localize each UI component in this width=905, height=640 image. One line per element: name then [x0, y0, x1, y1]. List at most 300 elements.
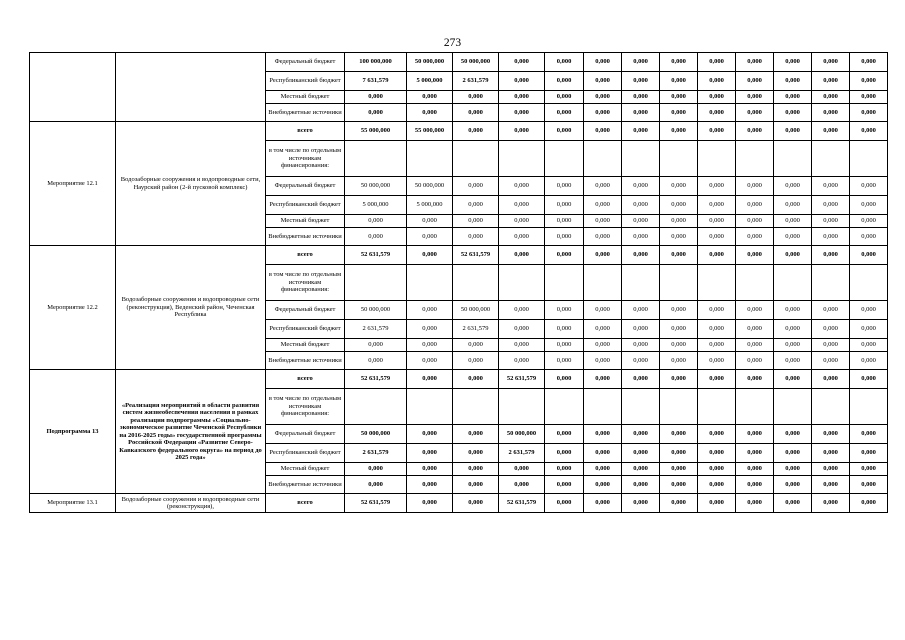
amount-cell: 52 631,579 [499, 494, 545, 513]
amount-cell: 0,000 [698, 91, 736, 104]
funding-source: Местный бюджет [266, 339, 345, 352]
amount-cell: 0,000 [499, 463, 545, 476]
funding-source: Местный бюджет [266, 91, 345, 104]
funding-source: Внебюджетные источники [266, 476, 345, 494]
amount-cell: 0,000 [622, 246, 660, 265]
funding-source: Федеральный бюджет [266, 53, 345, 72]
funding-source: Республиканский бюджет [266, 196, 345, 215]
amount-cell: 0,000 [545, 494, 584, 513]
amount-cell: 0,000 [812, 228, 850, 246]
amount-cell: 0,000 [584, 320, 622, 339]
amount-cell: 0,000 [660, 425, 698, 444]
amount-cell [407, 141, 453, 177]
amount-cell: 0,000 [736, 246, 774, 265]
amount-cell: 0,000 [499, 177, 545, 196]
amount-cell [622, 141, 660, 177]
amount-cell: 0,000 [407, 228, 453, 246]
amount-cell: 50 000,000 [345, 177, 407, 196]
table-row [30, 122, 888, 141]
amount-cell: 0,000 [660, 463, 698, 476]
amount-cell: 0,000 [584, 463, 622, 476]
amount-cell: 0,000 [660, 122, 698, 141]
amount-cell: 0,000 [812, 476, 850, 494]
amount-cell: 0,000 [774, 104, 812, 122]
amount-cell: 0,000 [850, 320, 888, 339]
amount-cell: 0,000 [407, 444, 453, 463]
amount-cell [850, 141, 888, 177]
amount-cell: 0,000 [622, 370, 660, 389]
amount-cell: 0,000 [774, 463, 812, 476]
amount-cell: 0,000 [736, 301, 774, 320]
amount-cell: 0,000 [660, 246, 698, 265]
amount-cell: 0,000 [736, 425, 774, 444]
amount-cell: 0,000 [774, 301, 812, 320]
amount-cell: 0,000 [774, 320, 812, 339]
amount-cell: 0,000 [345, 91, 407, 104]
amount-cell: 0,000 [774, 339, 812, 352]
amount-cell: 0,000 [584, 196, 622, 215]
amount-cell: 0,000 [545, 425, 584, 444]
amount-cell [545, 265, 584, 301]
amount-cell: 0,000 [622, 122, 660, 141]
amount-cell: 0,000 [453, 444, 499, 463]
amount-cell: 0,000 [584, 444, 622, 463]
amount-cell: 0,000 [584, 246, 622, 265]
amount-cell: 0,000 [698, 196, 736, 215]
amount-cell: 0,000 [698, 463, 736, 476]
amount-cell: 0,000 [698, 444, 736, 463]
amount-cell: 0,000 [453, 177, 499, 196]
amount-cell: 0,000 [453, 122, 499, 141]
amount-cell [584, 265, 622, 301]
amount-cell: 0,000 [736, 122, 774, 141]
amount-cell: 0,000 [407, 339, 453, 352]
section-name: Мероприятие 12.2 [30, 246, 116, 370]
amount-cell: 0,000 [850, 72, 888, 91]
amount-cell: 0,000 [736, 228, 774, 246]
table-row [30, 494, 888, 513]
amount-cell: 0,000 [545, 463, 584, 476]
amount-cell: 0,000 [453, 370, 499, 389]
amount-cell: 0,000 [850, 53, 888, 72]
amount-cell [812, 141, 850, 177]
amount-cell: 0,000 [812, 104, 850, 122]
amount-cell: 0,000 [345, 339, 407, 352]
amount-cell: 0,000 [698, 72, 736, 91]
amount-cell: 0,000 [453, 352, 499, 370]
amount-cell [453, 265, 499, 301]
amount-cell: 0,000 [698, 494, 736, 513]
amount-cell: 0,000 [660, 228, 698, 246]
amount-cell: 0,000 [812, 196, 850, 215]
amount-cell: 0,000 [850, 370, 888, 389]
amount-cell: 0,000 [698, 53, 736, 72]
amount-cell: 0,000 [736, 339, 774, 352]
amount-cell: 0,000 [584, 91, 622, 104]
amount-cell [660, 141, 698, 177]
funding-source: Местный бюджет [266, 215, 345, 228]
funding-source: Внебюджетные источники [266, 104, 345, 122]
amount-cell: 0,000 [812, 122, 850, 141]
amount-cell: 0,000 [407, 104, 453, 122]
amount-cell: 0,000 [850, 476, 888, 494]
amount-cell: 0,000 [850, 228, 888, 246]
amount-cell [698, 265, 736, 301]
amount-cell [774, 389, 812, 425]
funding-source: в том числе по отдельным источникам финансирования: [266, 265, 345, 301]
amount-cell: 0,000 [545, 352, 584, 370]
amount-cell: 0,000 [698, 320, 736, 339]
amount-cell: 0,000 [345, 463, 407, 476]
amount-cell: 0,000 [850, 122, 888, 141]
amount-cell: 0,000 [736, 91, 774, 104]
amount-cell: 0,000 [622, 339, 660, 352]
amount-cell: 0,000 [774, 72, 812, 91]
amount-cell: 0,000 [736, 196, 774, 215]
amount-cell: 0,000 [812, 301, 850, 320]
amount-cell: 0,000 [736, 370, 774, 389]
amount-cell: 0,000 [453, 228, 499, 246]
amount-cell: 0,000 [812, 246, 850, 265]
amount-cell: 0,000 [812, 352, 850, 370]
amount-cell: 0,000 [622, 425, 660, 444]
amount-cell [407, 265, 453, 301]
amount-cell: 0,000 [499, 72, 545, 91]
amount-cell: 0,000 [345, 476, 407, 494]
amount-cell: 0,000 [584, 339, 622, 352]
amount-cell: 0,000 [622, 352, 660, 370]
funding-source: Республиканский бюджет [266, 444, 345, 463]
amount-cell: 0,000 [499, 91, 545, 104]
amount-cell [660, 265, 698, 301]
amount-cell: 0,000 [584, 177, 622, 196]
amount-cell: 0,000 [545, 91, 584, 104]
amount-cell: 0,000 [812, 370, 850, 389]
amount-cell: 5 000,000 [407, 196, 453, 215]
amount-cell [545, 141, 584, 177]
amount-cell: 0,000 [499, 196, 545, 215]
amount-cell: 0,000 [660, 196, 698, 215]
funding-source: Республиканский бюджет [266, 72, 345, 91]
amount-cell: 2 631,579 [453, 72, 499, 91]
section-description: Водозаборные сооружения и водопроводные сети (реконструкция), Веденский район, Чеченская Республика [116, 246, 266, 370]
amount-cell: 0,000 [407, 301, 453, 320]
amount-cell: 0,000 [698, 246, 736, 265]
amount-cell: 0,000 [736, 476, 774, 494]
amount-cell: 50 000,000 [499, 425, 545, 444]
amount-cell: 0,000 [850, 215, 888, 228]
amount-cell [812, 389, 850, 425]
amount-cell: 0,000 [584, 228, 622, 246]
amount-cell: 0,000 [660, 352, 698, 370]
section-name: Мероприятие 12.1 [30, 122, 116, 246]
funding-source: Внебюджетные источники [266, 228, 345, 246]
amount-cell: 0,000 [584, 215, 622, 228]
amount-cell [736, 265, 774, 301]
funding-source: в том числе по отдельным источникам финансирования: [266, 141, 345, 177]
amount-cell: 0,000 [660, 320, 698, 339]
amount-cell: 0,000 [407, 476, 453, 494]
table-row [30, 246, 888, 265]
amount-cell: 0,000 [622, 301, 660, 320]
amount-cell: 0,000 [407, 463, 453, 476]
funding-source: всего [266, 246, 345, 265]
amount-cell: 0,000 [850, 91, 888, 104]
amount-cell: 0,000 [499, 352, 545, 370]
amount-cell: 52 631,579 [345, 246, 407, 265]
amount-cell: 0,000 [774, 494, 812, 513]
amount-cell: 0,000 [545, 53, 584, 72]
amount-cell [499, 265, 545, 301]
amount-cell: 0,000 [850, 177, 888, 196]
amount-cell [499, 389, 545, 425]
amount-cell: 0,000 [698, 425, 736, 444]
amount-cell: 0,000 [622, 494, 660, 513]
amount-cell: 50 000,000 [453, 301, 499, 320]
amount-cell [622, 389, 660, 425]
amount-cell: 0,000 [774, 476, 812, 494]
amount-cell: 0,000 [850, 494, 888, 513]
amount-cell: 0,000 [622, 104, 660, 122]
amount-cell [622, 265, 660, 301]
amount-cell: 0,000 [812, 215, 850, 228]
amount-cell: 0,000 [453, 104, 499, 122]
amount-cell [736, 389, 774, 425]
amount-cell [774, 265, 812, 301]
amount-cell: 0,000 [774, 425, 812, 444]
amount-cell: 50 000,000 [345, 301, 407, 320]
amount-cell: 0,000 [545, 228, 584, 246]
amount-cell: 0,000 [660, 104, 698, 122]
funding-source: Внебюджетные источники [266, 352, 345, 370]
section-name: Подпрограмма 13 [30, 370, 116, 494]
amount-cell: 0,000 [850, 339, 888, 352]
amount-cell [407, 389, 453, 425]
funding-source: Федеральный бюджет [266, 301, 345, 320]
amount-cell: 0,000 [850, 444, 888, 463]
amount-cell: 0,000 [499, 476, 545, 494]
amount-cell [698, 141, 736, 177]
amount-cell: 0,000 [545, 104, 584, 122]
amount-cell: 0,000 [698, 228, 736, 246]
amount-cell: 0,000 [660, 177, 698, 196]
amount-cell: 0,000 [660, 53, 698, 72]
amount-cell [453, 141, 499, 177]
amount-cell: 52 631,579 [345, 494, 407, 513]
amount-cell: 0,000 [622, 320, 660, 339]
amount-cell: 0,000 [698, 122, 736, 141]
amount-cell: 0,000 [812, 53, 850, 72]
amount-cell: 52 631,579 [453, 246, 499, 265]
amount-cell: 0,000 [812, 339, 850, 352]
amount-cell: 0,000 [698, 370, 736, 389]
amount-cell: 0,000 [812, 320, 850, 339]
amount-cell [453, 389, 499, 425]
amount-cell: 0,000 [545, 476, 584, 494]
amount-cell: 0,000 [584, 370, 622, 389]
funding-source: Местный бюджет [266, 463, 345, 476]
amount-cell: 0,000 [584, 425, 622, 444]
budget-table [29, 52, 888, 513]
amount-cell: 0,000 [622, 228, 660, 246]
amount-cell: 0,000 [499, 339, 545, 352]
page-number: 273 [443, 37, 462, 49]
amount-cell: 0,000 [622, 72, 660, 91]
funding-source: всего [266, 370, 345, 389]
amount-cell: 0,000 [407, 246, 453, 265]
amount-cell: 0,000 [736, 352, 774, 370]
amount-cell: 0,000 [660, 72, 698, 91]
amount-cell: 0,000 [736, 463, 774, 476]
amount-cell [499, 141, 545, 177]
amount-cell: 0,000 [850, 104, 888, 122]
amount-cell: 0,000 [584, 301, 622, 320]
amount-cell: 100 000,000 [345, 53, 407, 72]
amount-cell: 0,000 [622, 215, 660, 228]
amount-cell: 0,000 [545, 215, 584, 228]
amount-cell: 0,000 [545, 444, 584, 463]
amount-cell: 0,000 [736, 72, 774, 91]
amount-cell: 0,000 [453, 463, 499, 476]
amount-cell [345, 389, 407, 425]
amount-cell: 0,000 [774, 246, 812, 265]
amount-cell: 2 631,579 [499, 444, 545, 463]
amount-cell: 0,000 [774, 215, 812, 228]
amount-cell: 0,000 [499, 320, 545, 339]
amount-cell: 0,000 [774, 177, 812, 196]
amount-cell: 0,000 [584, 104, 622, 122]
amount-cell: 0,000 [545, 72, 584, 91]
amount-cell: 55 000,000 [407, 122, 453, 141]
amount-cell: 0,000 [545, 246, 584, 265]
amount-cell: 0,000 [698, 476, 736, 494]
amount-cell: 0,000 [774, 352, 812, 370]
amount-cell: 0,000 [850, 425, 888, 444]
amount-cell: 50 000,000 [407, 177, 453, 196]
section-description: «Реализация мероприятий в области развития систем жизнеобеспечения населения в рамках реализации подпрограммы «Социально-экономическое развитие Чеченской Республики на 2016-2025 годы» государственной программы Российской Федерации «Развитие Северо-Кавказского федерального округа» на период до 2025 года» [116, 370, 266, 494]
amount-cell [584, 141, 622, 177]
amount-cell: 0,000 [736, 104, 774, 122]
section-description: Водозаборные сооружения и водопроводные сети, Наурский район (2-й пусковой комплекс) [116, 122, 266, 246]
amount-cell: 0,000 [453, 215, 499, 228]
amount-cell: 0,000 [545, 196, 584, 215]
amount-cell: 0,000 [660, 370, 698, 389]
amount-cell: 2 631,579 [345, 320, 407, 339]
funding-source: Республиканский бюджет [266, 320, 345, 339]
amount-cell: 0,000 [774, 444, 812, 463]
funding-source: всего [266, 494, 345, 513]
amount-cell: 0,000 [407, 370, 453, 389]
amount-cell: 0,000 [660, 476, 698, 494]
amount-cell: 0,000 [584, 352, 622, 370]
section-description [116, 53, 266, 122]
amount-cell [850, 389, 888, 425]
amount-cell: 0,000 [622, 463, 660, 476]
amount-cell: 0,000 [345, 215, 407, 228]
amount-cell: 0,000 [345, 352, 407, 370]
amount-cell [736, 141, 774, 177]
amount-cell: 0,000 [736, 215, 774, 228]
amount-cell: 0,000 [774, 370, 812, 389]
amount-cell: 5 000,000 [345, 196, 407, 215]
amount-cell: 0,000 [499, 228, 545, 246]
amount-cell: 0,000 [545, 301, 584, 320]
amount-cell: 50 000,000 [453, 53, 499, 72]
amount-cell [774, 141, 812, 177]
amount-cell: 0,000 [453, 91, 499, 104]
amount-cell: 0,000 [584, 476, 622, 494]
amount-cell: 0,000 [736, 494, 774, 513]
amount-cell: 0,000 [660, 301, 698, 320]
amount-cell: 0,000 [499, 246, 545, 265]
amount-cell: 0,000 [850, 196, 888, 215]
amount-cell [698, 389, 736, 425]
amount-cell: 0,000 [407, 352, 453, 370]
amount-cell: 0,000 [545, 122, 584, 141]
amount-cell: 0,000 [850, 246, 888, 265]
funding-source: Федеральный бюджет [266, 425, 345, 444]
amount-cell: 0,000 [407, 425, 453, 444]
amount-cell: 0,000 [698, 215, 736, 228]
amount-cell: 0,000 [698, 301, 736, 320]
amount-cell: 0,000 [499, 53, 545, 72]
table-row [30, 370, 888, 389]
amount-cell: 7 631,579 [345, 72, 407, 91]
amount-cell: 0,000 [736, 320, 774, 339]
amount-cell: 0,000 [736, 444, 774, 463]
amount-cell: 0,000 [812, 444, 850, 463]
funding-source: всего [266, 122, 345, 141]
funding-source: Федеральный бюджет [266, 177, 345, 196]
amount-cell [345, 265, 407, 301]
amount-cell: 0,000 [774, 91, 812, 104]
amount-cell: 0,000 [698, 104, 736, 122]
section-name: Мероприятие 13.1 [30, 494, 116, 513]
amount-cell: 0,000 [545, 339, 584, 352]
amount-cell: 0,000 [622, 196, 660, 215]
amount-cell: 0,000 [698, 339, 736, 352]
amount-cell [660, 389, 698, 425]
amount-cell: 0,000 [499, 122, 545, 141]
amount-cell: 0,000 [622, 177, 660, 196]
amount-cell [812, 265, 850, 301]
amount-cell: 0,000 [660, 444, 698, 463]
amount-cell: 0,000 [622, 444, 660, 463]
amount-cell: 0,000 [736, 53, 774, 72]
amount-cell: 0,000 [774, 196, 812, 215]
amount-cell: 0,000 [622, 53, 660, 72]
amount-cell [345, 141, 407, 177]
amount-cell: 0,000 [698, 352, 736, 370]
amount-cell: 0,000 [850, 463, 888, 476]
amount-cell: 0,000 [584, 72, 622, 91]
amount-cell [850, 265, 888, 301]
amount-cell: 0,000 [499, 301, 545, 320]
amount-cell: 0,000 [660, 494, 698, 513]
amount-cell: 0,000 [407, 91, 453, 104]
amount-cell: 0,000 [660, 339, 698, 352]
funding-source: в том числе по отдельным источникам финансирования: [266, 389, 345, 425]
amount-cell: 0,000 [812, 463, 850, 476]
amount-cell: 0,000 [453, 339, 499, 352]
amount-cell: 0,000 [812, 177, 850, 196]
amount-cell: 2 631,579 [453, 320, 499, 339]
amount-cell: 0,000 [545, 370, 584, 389]
amount-cell: 0,000 [698, 177, 736, 196]
amount-cell: 0,000 [622, 91, 660, 104]
amount-cell: 0,000 [407, 320, 453, 339]
amount-cell: 0,000 [407, 215, 453, 228]
